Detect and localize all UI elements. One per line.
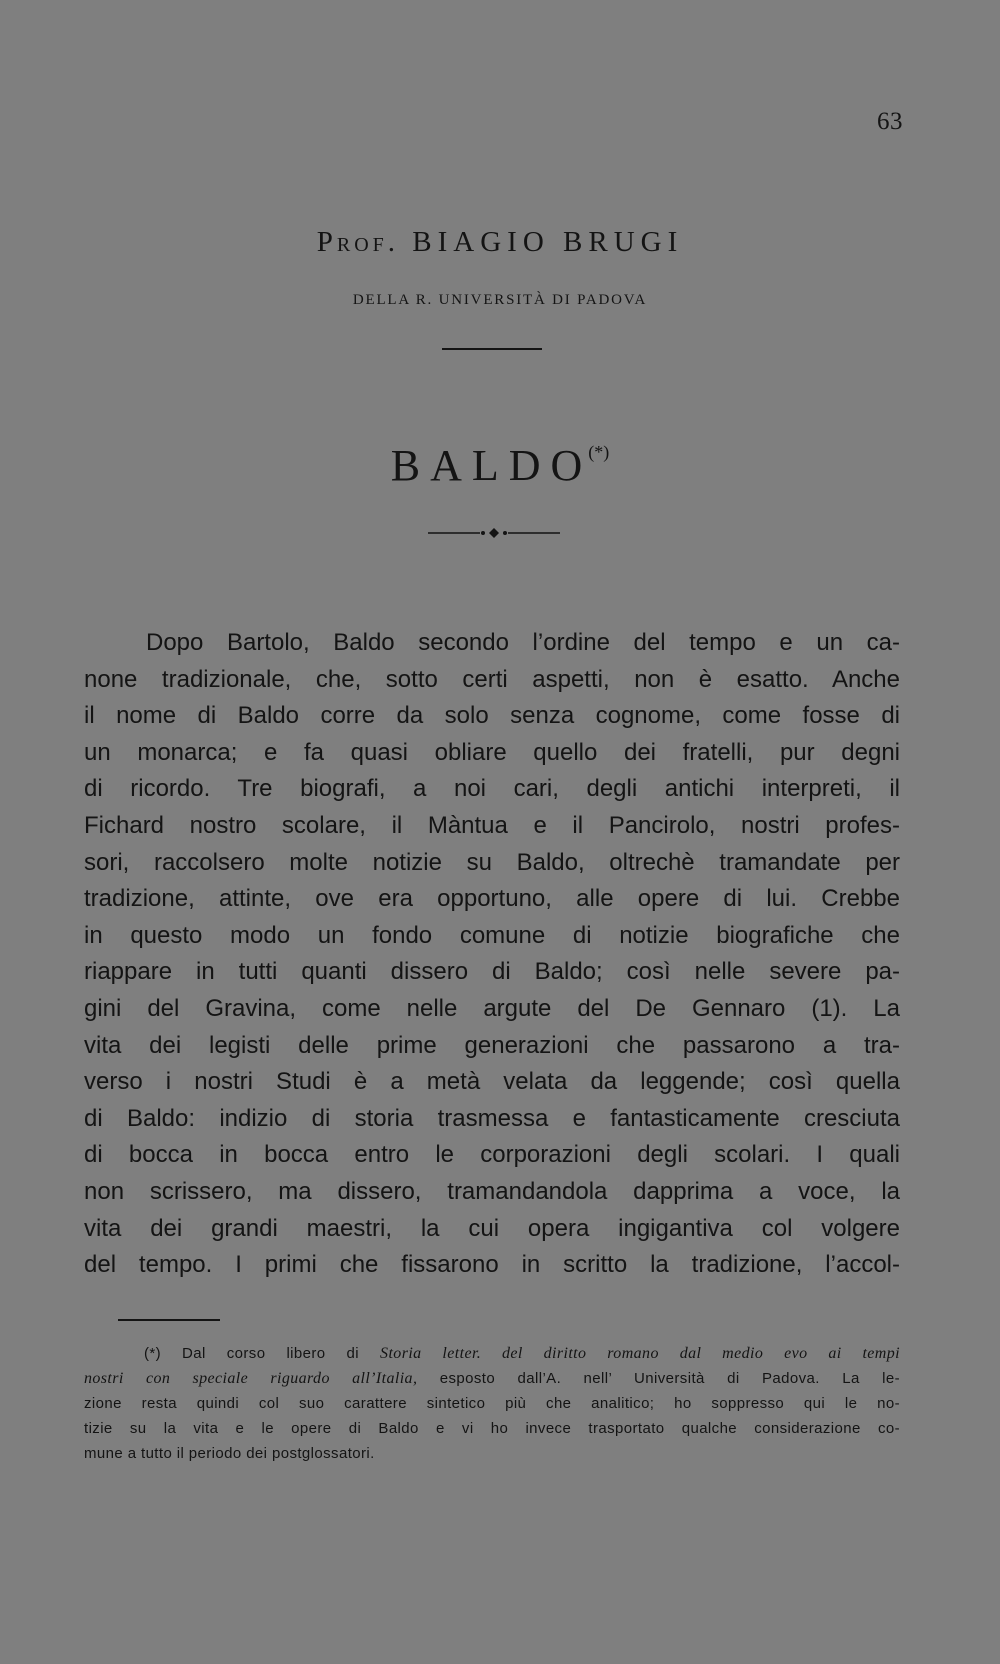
title-footnote-marker: (*) — [588, 442, 610, 462]
footnote-text: esposto dall’A. nell’ Università di Padova. La le- — [439, 1370, 900, 1387]
body-line: di ricordo. Tre biografi, a noi cari, degli antichi interpreti, il — [84, 775, 900, 803]
author-affiliation: DELLA R. UNIVERSITÀ DI PADOVA — [352, 292, 648, 308]
footnote-divider — [118, 1319, 220, 1321]
footnote-marker: (*) — [144, 1345, 162, 1362]
footnote-course-title: Storia letter. del diritto romano dal medio evo ai tempi — [380, 1345, 900, 1362]
header-divider — [442, 348, 542, 350]
ornament-divider — [428, 526, 560, 540]
body-line: in questo modo un fondo comune di notizie biografiche che — [84, 921, 900, 949]
body-line: il nome di Baldo corre da solo senza cognome, come fosse di — [84, 702, 900, 730]
body-line: riappare in tutti quanti dissero di Baldo; così nelle severe pa- — [84, 958, 900, 986]
body-line: verso i nostri Studi è a metà velata da leggende; così quella — [84, 1068, 900, 1096]
footnote-line — [84, 1366, 900, 1391]
body-line: un monarca; e fa quasi obliare quello dei fratelli, pur degni — [84, 738, 900, 766]
body-line: none tradizionale, che, sotto certi aspetti, non è esatto. Anche — [84, 665, 900, 693]
body-line: vita dei legisti delle prime generazioni che passarono a tra- — [84, 1031, 900, 1059]
body-line: di Baldo: indizio di storia trasmessa e fantasticamente cresciuta — [84, 1104, 900, 1132]
footnote-lead: Dal corso libero di — [182, 1345, 360, 1362]
article-title — [0, 440, 1000, 491]
body-line: non scrissero, ma dissero, tramandandola dapprima a voce, la — [84, 1177, 900, 1205]
author-prefix: Prof. — [316, 226, 400, 258]
footnote-course-title-cont: nostri con speciale riguardo all’Italia, — [84, 1370, 418, 1387]
body-paragraph — [84, 625, 900, 1284]
body-line: gini del Gravina, come nelle argute del De Gennaro (1). La — [84, 994, 900, 1022]
footnote-line — [84, 1341, 900, 1366]
footnote — [84, 1341, 900, 1466]
body-line: di bocca in bocca entro le corporazioni degli scolari. I quali — [84, 1141, 900, 1169]
footnote-line: tizie su la vita e le opere di Baldo e vi ho invece trasportato qualche considerazione co- — [84, 1420, 900, 1437]
author-line — [0, 226, 1000, 259]
body-line: del tempo. I primi che fissarono in scritto la tradizione, l’accol- — [84, 1251, 900, 1279]
article-title-text: BALDO — [390, 441, 593, 490]
body-line: vita dei grandi maestri, la cui opera ingigantiva col volgere — [84, 1214, 900, 1242]
footnote-line: mune a tutto il periodo dei postglossatori. — [84, 1445, 375, 1462]
page-number: 63 — [877, 108, 903, 135]
footnote-line: zione resta quindi col suo carattere sintetico più che analitico; ho soppresso qui le no- — [84, 1395, 900, 1412]
author-name: BIAGIO BRUGI — [412, 226, 684, 258]
body-line: Fichard nostro scolare, il Màntua e il Pancirolo, nostri profes- — [84, 811, 900, 839]
body-line: sori, raccolsero molte notizie su Baldo, oltrechè tramandate per — [84, 848, 900, 876]
body-line: tradizione, attinte, ove era opportuno, alle opere di lui. Crebbe — [84, 885, 900, 913]
body-line: Dopo Bartolo, Baldo secondo l’ordine del tempo e un ca- — [146, 629, 900, 656]
